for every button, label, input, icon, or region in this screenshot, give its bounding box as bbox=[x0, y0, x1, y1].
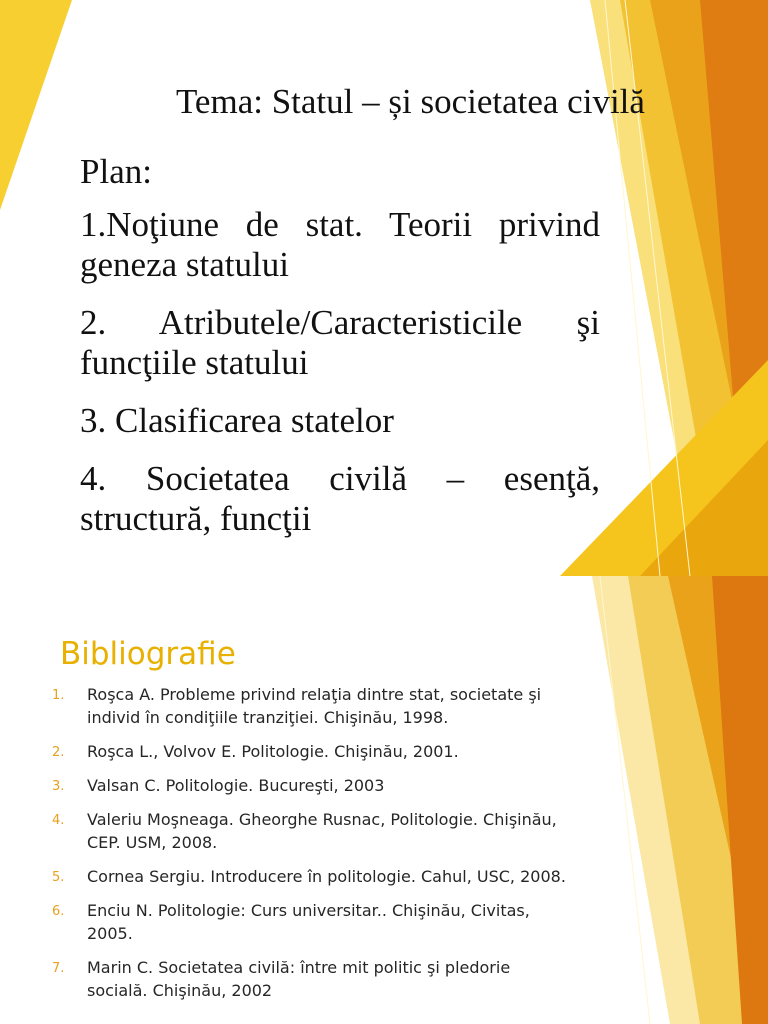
item-text: Roşca L., Volvov E. Politologie. Chişinău, 2001. bbox=[87, 742, 459, 761]
item-number: 7. bbox=[52, 961, 65, 976]
bibliography-item bbox=[52, 683, 572, 729]
item-text: Valsan C. Politologie. Bucureşti, 2003 bbox=[87, 776, 385, 795]
bibliography-list bbox=[52, 683, 572, 1013]
item-text: Roşca A. Probleme privind relaţia dintre stat, societate şi individ în condiţiile tranziţiei. Chişinău, 1998. bbox=[87, 685, 542, 727]
item-text: Cornea Sergiu. Introducere în politologie. Cahul, USC, 2008. bbox=[87, 867, 566, 886]
bibliography-item bbox=[52, 956, 572, 1002]
item-number: 1. bbox=[52, 688, 65, 703]
item-number: 2. bbox=[52, 745, 65, 760]
item-text: Marin C. Societatea civilă: între mit politic şi pledorie socială. Chişinău, 2002 bbox=[87, 958, 511, 1000]
slide-bibliography bbox=[0, 576, 768, 1024]
plan-heading: Plan: bbox=[80, 152, 152, 191]
bibliography-item bbox=[52, 808, 572, 854]
plan-item: 1.Noţiune de stat. Teorii privind geneza statului bbox=[80, 205, 600, 284]
plan-item: 2. Atributele/Caracteristicile şi funcţiile statului bbox=[80, 303, 600, 382]
plan-item: 3. Clasificarea statelor bbox=[80, 401, 394, 440]
item-number: 4. bbox=[52, 813, 65, 828]
bibliography-title: Bibliografie bbox=[60, 636, 236, 672]
plan-item: 4. Societatea civilă – esenţă, structură, funcţii bbox=[80, 459, 600, 538]
bibliography-item bbox=[52, 774, 572, 797]
item-number: 5. bbox=[52, 870, 65, 885]
bibliography-item bbox=[52, 865, 572, 888]
bibliography-item bbox=[52, 899, 572, 945]
plan-block bbox=[80, 152, 600, 557]
item-text: Valeriu Moşneaga. Gheorghe Rusnac, Politologie. Chişinău, CEP. USM, 2008. bbox=[87, 810, 557, 852]
item-number: 6. bbox=[52, 904, 65, 919]
item-text: Enciu N. Politologie: Curs universitar.. Chişinău, Civitas, 2005. bbox=[87, 901, 530, 943]
item-number: 3. bbox=[52, 779, 65, 794]
slide-title: Tema: Statul – și societatea civilă bbox=[176, 82, 645, 121]
bibliography-item bbox=[52, 740, 572, 763]
